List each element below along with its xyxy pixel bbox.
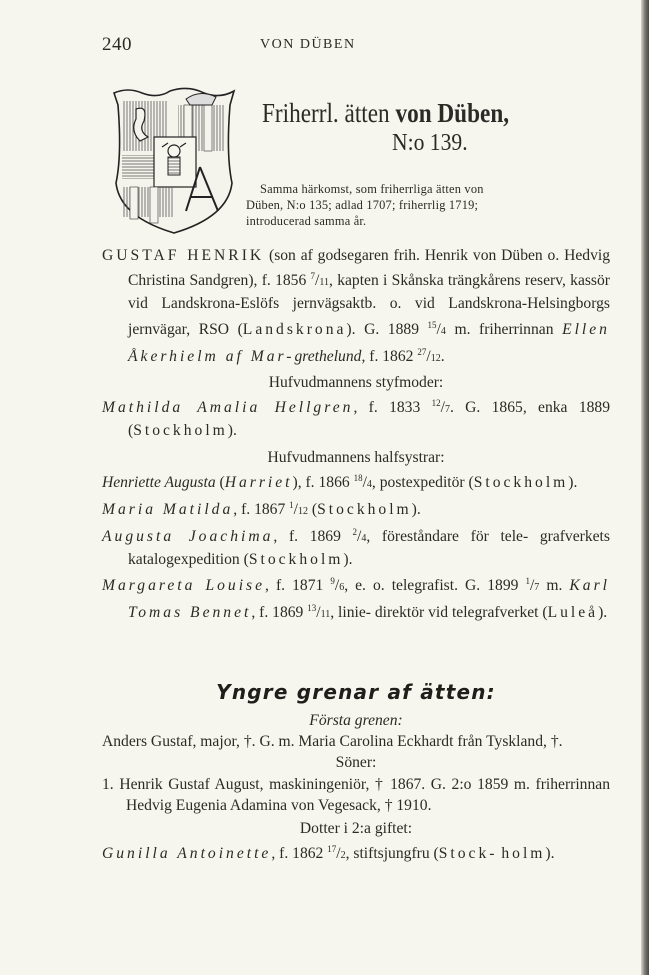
origin-line: Düben, N:o 135; adlad 1707; friherrlig 1719;	[246, 198, 479, 212]
origin-line: Samma härkomst, som friherrliga ätten von	[260, 182, 484, 196]
section-heading-stepmother: Hufvudmannens styfmoder:	[268, 374, 444, 392]
coat-of-arms-icon	[108, 85, 240, 235]
page-header	[102, 34, 582, 58]
title-family-name: von Düben,	[395, 98, 510, 128]
halfsister-entry: Henriette Augusta (Harriet), f. 1866 $^{18}$/4, postexpeditör (Stockholm).	[102, 472, 578, 491]
main-entry	[102, 245, 610, 625]
halfsister-entry: Margareta Louise, f. 1871 $^9$/6, e. o. telegrafist. G. 1899 $^1$/7 m. Karl Tomas Bennet, f. 1869 $^{13}$/11, linie- direktör vid telegrafverket (Luleå).	[102, 575, 611, 621]
halfsister-entry: Augusta Joachima, f. 1869 $^2$/4, föreståndare för tele- grafverkets katalogexpedition (Stockholm).	[102, 527, 610, 569]
wife-name: Ellen Åkerhielm af Mar-	[128, 320, 610, 365]
section-heading-younger-branches: Yngre grenar af ätten:	[216, 680, 496, 704]
son-entry: 1. Henrik Gustaf August, maskiningeniör, † 1867. G. 2:o 1859 m. friherrinnan Hedvig Eugenia Adamina von Vegesack, † 1910.	[102, 775, 610, 814]
daughter-entry: Gunilla Antoinette, f. 1862 $^{17}$/2, stiftsjungfru (Stock- holm).	[102, 844, 555, 863]
family-number: N:o 139.	[392, 130, 468, 156]
head-of-family-name: GUSTAF HENRIK	[102, 247, 265, 264]
section-heading-daughter: Dotter i 2:a giftet:	[299, 820, 413, 838]
page-edge-shadow	[641, 0, 649, 975]
halfsister-entry: Maria Matilda, f. 1867 $^1$/12 (Stockholm).	[102, 500, 421, 519]
first-branch	[102, 710, 610, 866]
stepmother-entry: Mathilda Amalia Hellgren, f. 1833 $^{12}$/7. G. 1865, enka 1889 (Stockholm).	[102, 398, 610, 440]
origin-line: introducerad samma år.	[246, 214, 367, 228]
family-title	[262, 98, 622, 158]
page-number: 240	[102, 34, 132, 55]
origin-note	[246, 181, 611, 229]
title-prefix: Friherrl. ätten	[262, 98, 396, 128]
section-heading-sons: Söner:	[335, 754, 377, 772]
branch-founder-entry: Anders Gustaf, major, †. G. m. Maria Carolina Eckhardt från Tyskland, †.	[102, 733, 563, 751]
running-head: VON DÜBEN	[260, 37, 356, 52]
branch-heading: Första grenen:	[309, 712, 403, 729]
main-entry-paragraph: GUSTAF HENRIK (son af godsegaren frih. Henrik von Düben o. Hedvig Christina Sandgren), f. 1856 $^7$/11, kapten i Skånska trängkårens reserv, kassör vid Landskrona-Eslöfs jernvägsaktb. o. vid Landskrona-Helsingborgs jernvägar, RSO (Landskrona). G. 1889 $^{15}$/4 m. friherrinnan Ellen Åkerhielm af Mar-grethelund, f. 1862 $^{27}$/12.	[102, 247, 610, 365]
section-heading-halfsisters: Hufvudmannens halfsystrar:	[267, 448, 445, 466]
